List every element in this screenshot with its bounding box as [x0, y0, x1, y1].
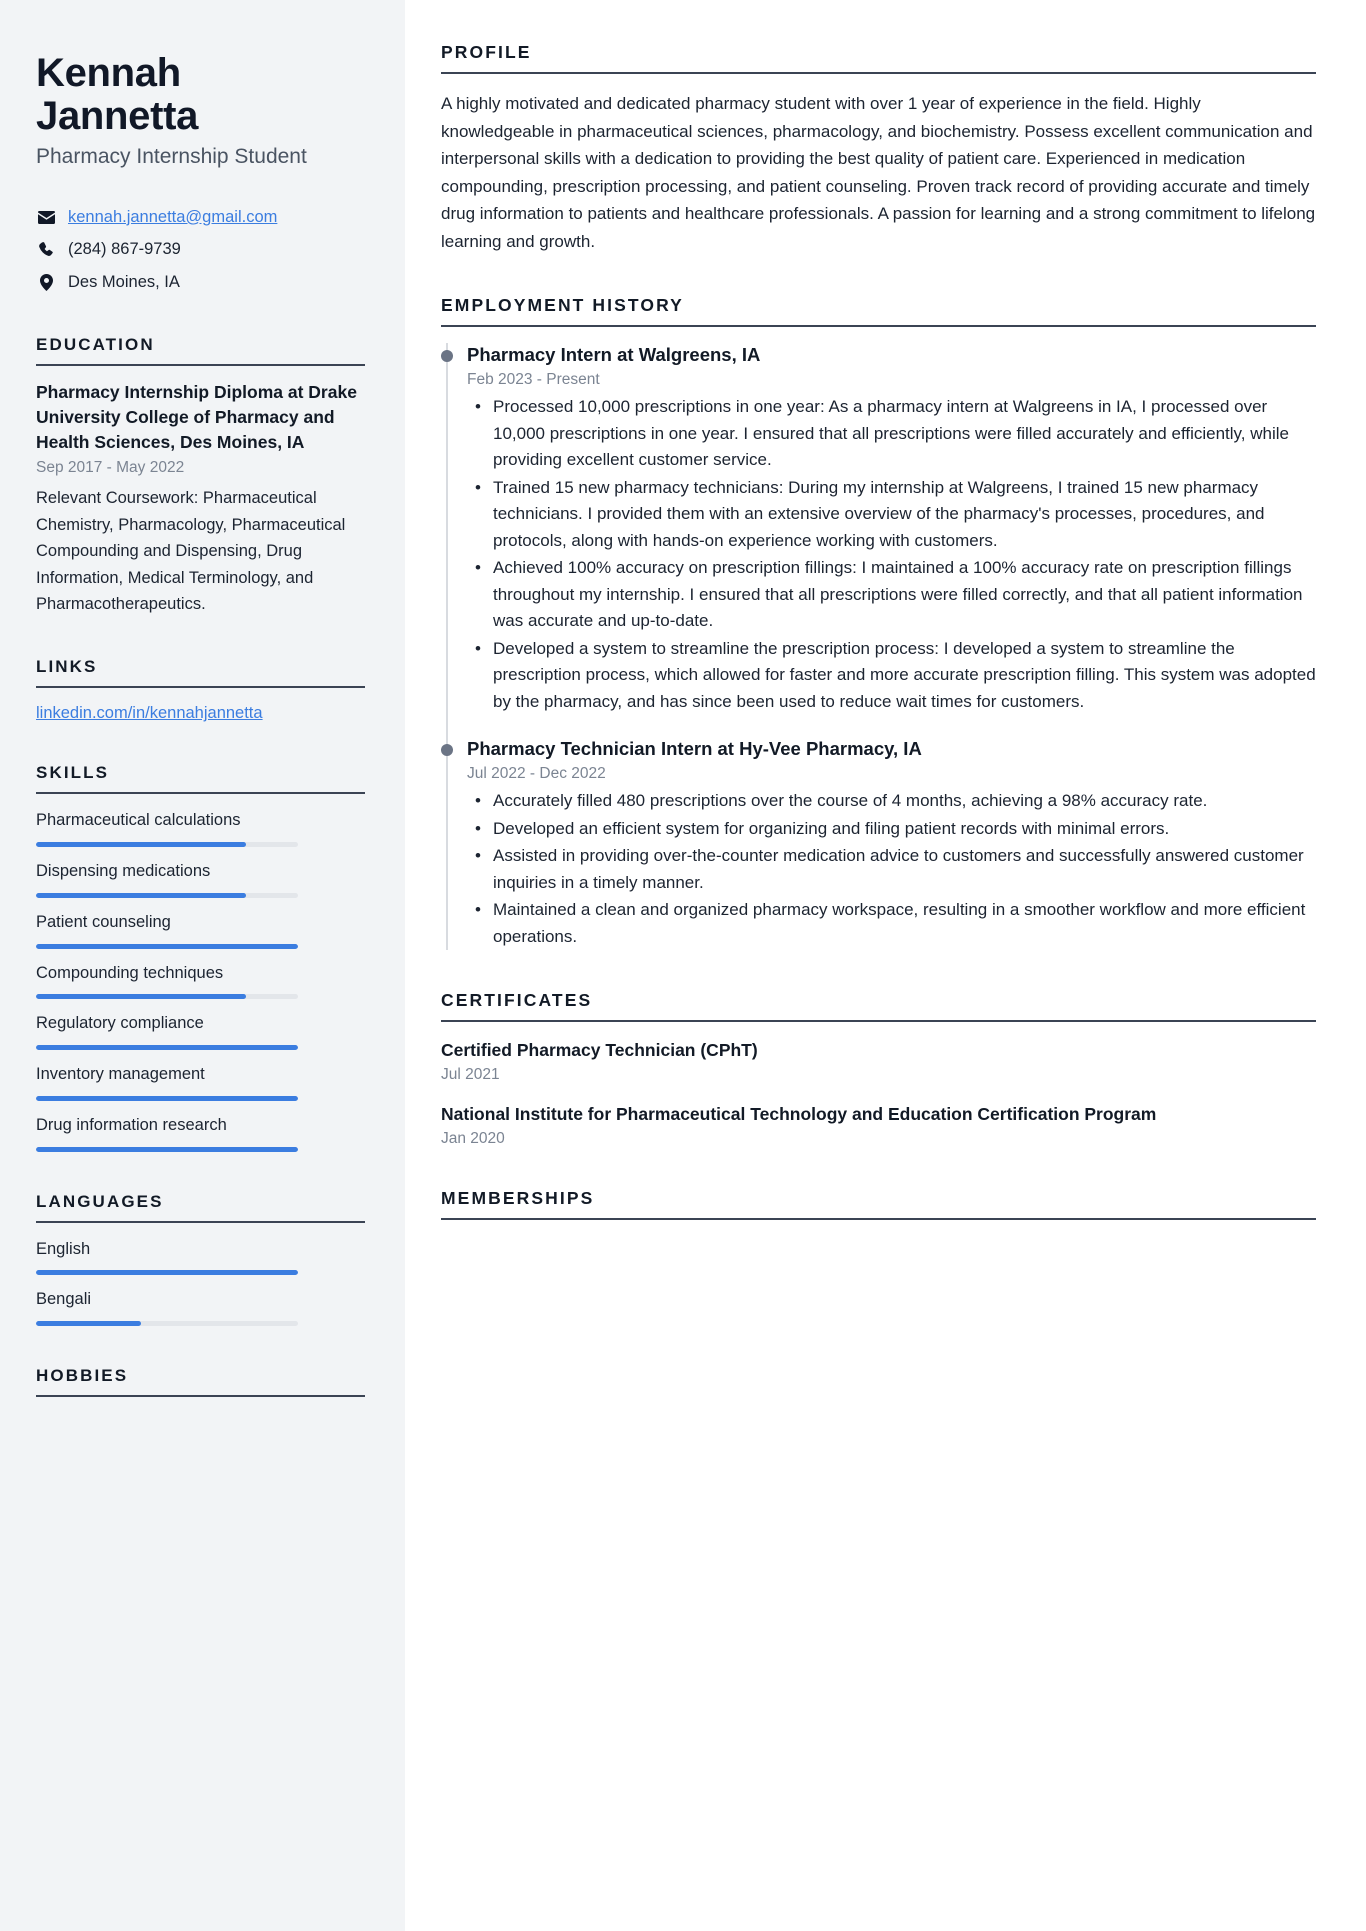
list-item: • Trained 15 new pharmacy technicians: During my internship at Walgreens, I trained 15 new pharmacy technicians. I provided them with an extensive overview of the pharmacy's processes, procedures, and protocols, along with hands-on experience working with customers.: [467, 475, 1316, 555]
page-title: [36, 52, 365, 138]
contact-location: [36, 270, 365, 295]
hobbies-heading: HOBBIES: [36, 1366, 129, 1386]
timeline-dot-icon: [441, 350, 453, 362]
education-date: Sep 2017 - May 2022: [36, 459, 185, 477]
profile-heading: PROFILE: [441, 42, 532, 62]
list-item: • Assisted in providing over-the-counter medication advice to customers and successfully answered customer inquiries in a timely manner.: [467, 843, 1316, 896]
list-item: • Achieved 100% accuracy on prescription fillings: I maintained a 100% accuracy rate on prescription fillings throughout my internship. I ensured that all prescriptions were filled correctly, and that all patient information was accurate and up-to-date.: [467, 555, 1316, 635]
list-item: • Accurately filled 480 prescriptions over the course of 4 months, achieving a 98% accuracy rate.: [467, 788, 1316, 815]
skill-item: [36, 1011, 365, 1050]
envelope-icon: [36, 211, 56, 224]
hobbies-section: [36, 1366, 365, 1397]
list-item: • Processed 10,000 prescriptions in one year: As a pharmacy intern at Walgreens in IA, I processed over 10,000 prescriptions in one year. I ensured that all prescriptions were filled accurately and efficiently, while providing excellent customer service.: [467, 394, 1316, 474]
list-item: • Developed an efficient system for organizing and filing patient records with minimal errors.: [467, 816, 1316, 843]
employment-date: Feb 2023 - Present: [467, 371, 600, 389]
certificates-divider: [441, 1020, 1316, 1022]
language-item: [36, 1287, 365, 1326]
language-label: Bengali: [36, 1290, 92, 1309]
skill-progress-track: [36, 1045, 298, 1050]
language-progress-track: [36, 1321, 298, 1326]
contact-email[interactable]: [36, 205, 365, 230]
languages-heading: LANGUAGES: [36, 1191, 164, 1211]
language-label: English: [36, 1239, 91, 1258]
skill-progress-track: [36, 944, 298, 949]
skill-item: [36, 1062, 365, 1101]
skill-progress-track: [36, 1096, 298, 1101]
employment-heading: EMPLOYMENT HISTORY: [441, 295, 684, 316]
memberships-heading: MEMBERSHIPS: [441, 1188, 595, 1209]
skill-item: [36, 910, 365, 949]
education-description: Relevant Coursework: Pharmaceutical Chemistry, Pharmacology, Pharmaceutical Compounding and Dispensing, Drug Information, Medical Terminology, and Pharmacotherapeutics.: [36, 489, 346, 613]
skills-divider: [36, 792, 365, 794]
location-value: Des Moines, IA: [68, 273, 180, 292]
certificate-title: National Institute for Pharmaceutical Technology and Education Certification Program: [441, 1104, 1157, 1125]
certificate-title: Certified Pharmacy Technician (CPhT): [441, 1040, 758, 1061]
education-heading: EDUCATION: [36, 334, 155, 354]
language-item: [36, 1237, 365, 1276]
skills-section: [36, 763, 365, 1151]
profile-section: [441, 42, 1316, 255]
first-name: Kennah: [36, 51, 181, 95]
location-pin-icon: [36, 274, 56, 291]
certificates-heading: CERTIFICATES: [441, 990, 593, 1011]
employment-entry: [441, 737, 1316, 950]
skill-label: Patient counseling: [36, 912, 171, 931]
skill-label: Compounding techniques: [36, 963, 224, 982]
employment-entry: [441, 343, 1316, 715]
certificate-entry: [441, 1038, 1316, 1084]
phone-icon: [36, 242, 56, 257]
skill-progress-track: [36, 893, 298, 898]
skill-label: Pharmaceutical calculations: [36, 811, 241, 830]
skill-item: [36, 808, 365, 847]
memberships-section: [441, 1188, 1316, 1220]
last-name: Jannetta: [36, 94, 199, 139]
sidebar: [0, 0, 405, 1931]
skill-label: Drug information research: [36, 1115, 227, 1134]
education-entry: [36, 380, 365, 617]
hobbies-divider: [36, 1395, 365, 1397]
certificate-date: Jan 2020: [441, 1130, 505, 1148]
contact-list: [36, 205, 365, 295]
link-linkedin[interactable]: linkedin.com/in/kennahjannetta: [36, 704, 263, 723]
certificates-section: [441, 990, 1316, 1148]
certificate-date: Jul 2021: [441, 1066, 500, 1084]
profile-text: A highly motivated and dedicated pharmacy student with over 1 year of experience in the field. Highly knowledgeable in pharmaceutical sciences, pharmacology, and biochemistry. Possess excellent communication and interpersonal skills with a dedication to providing the best quality of patient care. Experienced in medication compounding, prescription processing, and patient counseling. Proven track record of providing accurate and timely drug information to patients and healthcare professionals. A passion for learning and a strong commitment to lifelong learning and growth.: [441, 94, 1316, 251]
phone-value: (284) 867-9739: [68, 240, 181, 259]
languages-section: [36, 1192, 365, 1327]
skill-progress-fill: [36, 944, 298, 949]
memberships-divider: [441, 1218, 1316, 1220]
skill-progress-track: [36, 842, 298, 847]
employment-section: [441, 295, 1316, 950]
skill-label: Dispensing medications: [36, 862, 211, 881]
list-item: • Developed a system to streamline the prescription process: I developed a system to streamline the prescription process, which allowed for faster and more accurate prescription filling. This system was adopted by the pharmacy, and has since been used to reduce wait times for customers.: [467, 636, 1316, 716]
employment-title: Pharmacy Intern at Walgreens, IA: [467, 344, 761, 366]
skill-item: [36, 1113, 365, 1152]
skill-progress-fill: [36, 1147, 298, 1152]
language-progress-track: [36, 1270, 298, 1275]
skill-progress-fill: [36, 1045, 298, 1050]
skill-progress-fill: [36, 1096, 298, 1101]
skill-label: Inventory management: [36, 1065, 205, 1084]
education-title: Pharmacy Internship Diploma at Drake University College of Pharmacy and Health Sciences, Des Moines, IA: [36, 381, 357, 452]
skills-heading: SKILLS: [36, 763, 110, 783]
certificate-entry: [441, 1102, 1316, 1148]
languages-divider: [36, 1221, 365, 1223]
skill-item: [36, 961, 365, 1000]
links-heading: LINKS: [36, 657, 98, 677]
employment-title: Pharmacy Technician Intern at Hy-Vee Pharmacy, IA: [467, 738, 922, 760]
employment-timeline: [441, 343, 1316, 950]
education-divider: [36, 364, 365, 366]
name-block: [36, 52, 365, 171]
links-section: [36, 657, 365, 723]
profile-divider: [441, 72, 1316, 74]
list-item: • Maintained a clean and organized pharmacy workspace, resulting in a smoother workflow and more efficient operations.: [467, 897, 1316, 950]
skill-progress-fill: [36, 893, 246, 898]
language-progress-fill: [36, 1321, 141, 1326]
employment-bullets: [467, 394, 1316, 715]
job-title: Pharmacy Internship Student: [36, 145, 307, 169]
skill-progress-fill: [36, 842, 246, 847]
links-divider: [36, 686, 365, 688]
skill-progress-fill: [36, 994, 246, 999]
language-progress-fill: [36, 1270, 298, 1275]
skill-progress-track: [36, 1147, 298, 1152]
main-column: [405, 0, 1366, 1931]
skill-label: Regulatory compliance: [36, 1014, 204, 1033]
contact-phone: [36, 237, 365, 262]
email-link[interactable]: kennah.jannetta@gmail.com: [68, 207, 278, 226]
employment-date: Jul 2022 - Dec 2022: [467, 765, 606, 783]
skill-progress-track: [36, 994, 298, 999]
employment-divider: [441, 325, 1316, 327]
timeline-line: [446, 737, 448, 950]
timeline-line: [446, 343, 448, 737]
skill-item: [36, 859, 365, 898]
timeline-dot-icon: [441, 744, 453, 756]
education-section: [36, 335, 365, 617]
employment-bullets: [467, 788, 1316, 950]
